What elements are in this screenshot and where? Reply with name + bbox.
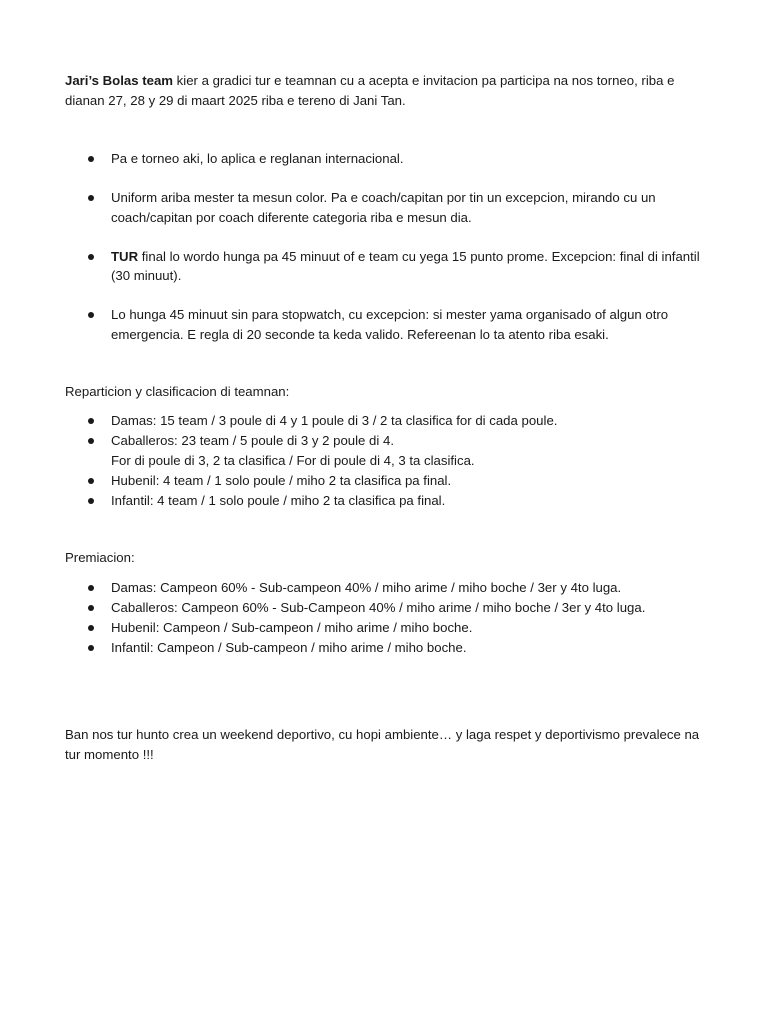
rule-text: Uniform ariba mester ta mesun color. Pa e coach/capitan por tin un excepcion, mirando cu un coach/capitan por coach diferente categoria riba e mesun dia. [111, 190, 656, 225]
bullet-icon [88, 254, 94, 260]
rules-list [65, 149, 710, 364]
bullet-icon [88, 605, 94, 611]
award-item [65, 618, 710, 638]
distribution-heading: Reparticion y clasificacion di teamnan: [65, 384, 290, 399]
bullet-icon [88, 625, 94, 631]
distribution-line: Damas: 15 team / 3 poule di 4 y 1 poule di 3 / 2 ta clasifica for di cada poule. [111, 413, 558, 428]
award-item [65, 598, 710, 618]
bullet-icon [88, 438, 94, 444]
distribution-list [65, 411, 710, 511]
bullet-icon [88, 585, 94, 591]
awards-list [65, 578, 710, 658]
bullet-icon [88, 195, 94, 201]
award-text: Damas: Campeon 60% - Sub-campeon 40% / miho arime / miho boche / 3er y 4to luga. [111, 580, 622, 595]
rule-text: final lo wordo hunga pa 45 minuut of e team cu yega 15 punto prome. Excepcion: final di infantil (30 minuut). [111, 248, 700, 283]
distribution-item [65, 491, 710, 511]
intro-paragraph [65, 71, 710, 110]
award-text: Infantil: Campeon / Sub-campeon / miho arime / miho boche. [111, 640, 467, 655]
bullet-icon [88, 645, 94, 651]
distribution-line: Caballeros: 23 team / 5 poule di 3 y 2 poule di 4. [111, 433, 394, 448]
bullet-icon [88, 478, 94, 484]
rule-bold: TUR [111, 248, 139, 264]
rule-text: Lo hunga 45 minuut sin para stopwatch, cu excepcion: si mester yama organisado of algun otro emergencia. E regla di 20 seconde ta keda valido. Refereenan lo ta atento riba esaki. [111, 307, 669, 342]
distribution-item [65, 411, 710, 431]
distribution-item [65, 471, 710, 491]
rule-item [65, 305, 710, 344]
closing-paragraph: Ban nos tur hunto crea un weekend deportivo, cu hopi ambiente… y laga respet y deportivismo prevalece na tur momento !!! [65, 727, 700, 762]
rule-text: Pa e torneo aki, lo aplica e reglanan internacional. [111, 151, 404, 166]
distribution-line: Infantil: 4 team / 1 solo poule / miho 2 ta clasifica pa final. [111, 492, 446, 508]
bullet-icon [88, 312, 94, 318]
bullet-icon [88, 418, 94, 424]
award-text: Hubenil: Campeon / Sub-campeon / miho arime / miho boche. [111, 620, 473, 635]
bullet-icon [88, 498, 94, 504]
distribution-item [65, 431, 710, 470]
rule-item [65, 247, 710, 286]
award-item [65, 638, 710, 658]
team-name: Jari’s Bolas team [65, 73, 173, 88]
distribution-line: Hubenil: 4 team / 1 solo poule / miho 2 ta clasifica pa final. [111, 472, 452, 488]
distribution-line: For di poule di 3, 2 ta clasifica / For di poule di 4, 3 ta clasifica. [111, 452, 475, 468]
rule-item [65, 149, 710, 169]
awards-heading: Premiacion: [65, 550, 135, 565]
rule-item [65, 188, 710, 227]
award-text: Caballeros: Campeon 60% - Sub-Campeon 40% / miho arime / miho boche / 3er y 4to luga. [111, 600, 646, 615]
intro-text: kier a gradici tur e teamnan cu a acepta e invitacion pa participa na nos torneo, riba e dianan 27, 28 y 29 di maart 2025 riba e tereno di Jani Tan. [65, 73, 675, 108]
bullet-icon [88, 156, 94, 162]
award-item [65, 578, 710, 598]
